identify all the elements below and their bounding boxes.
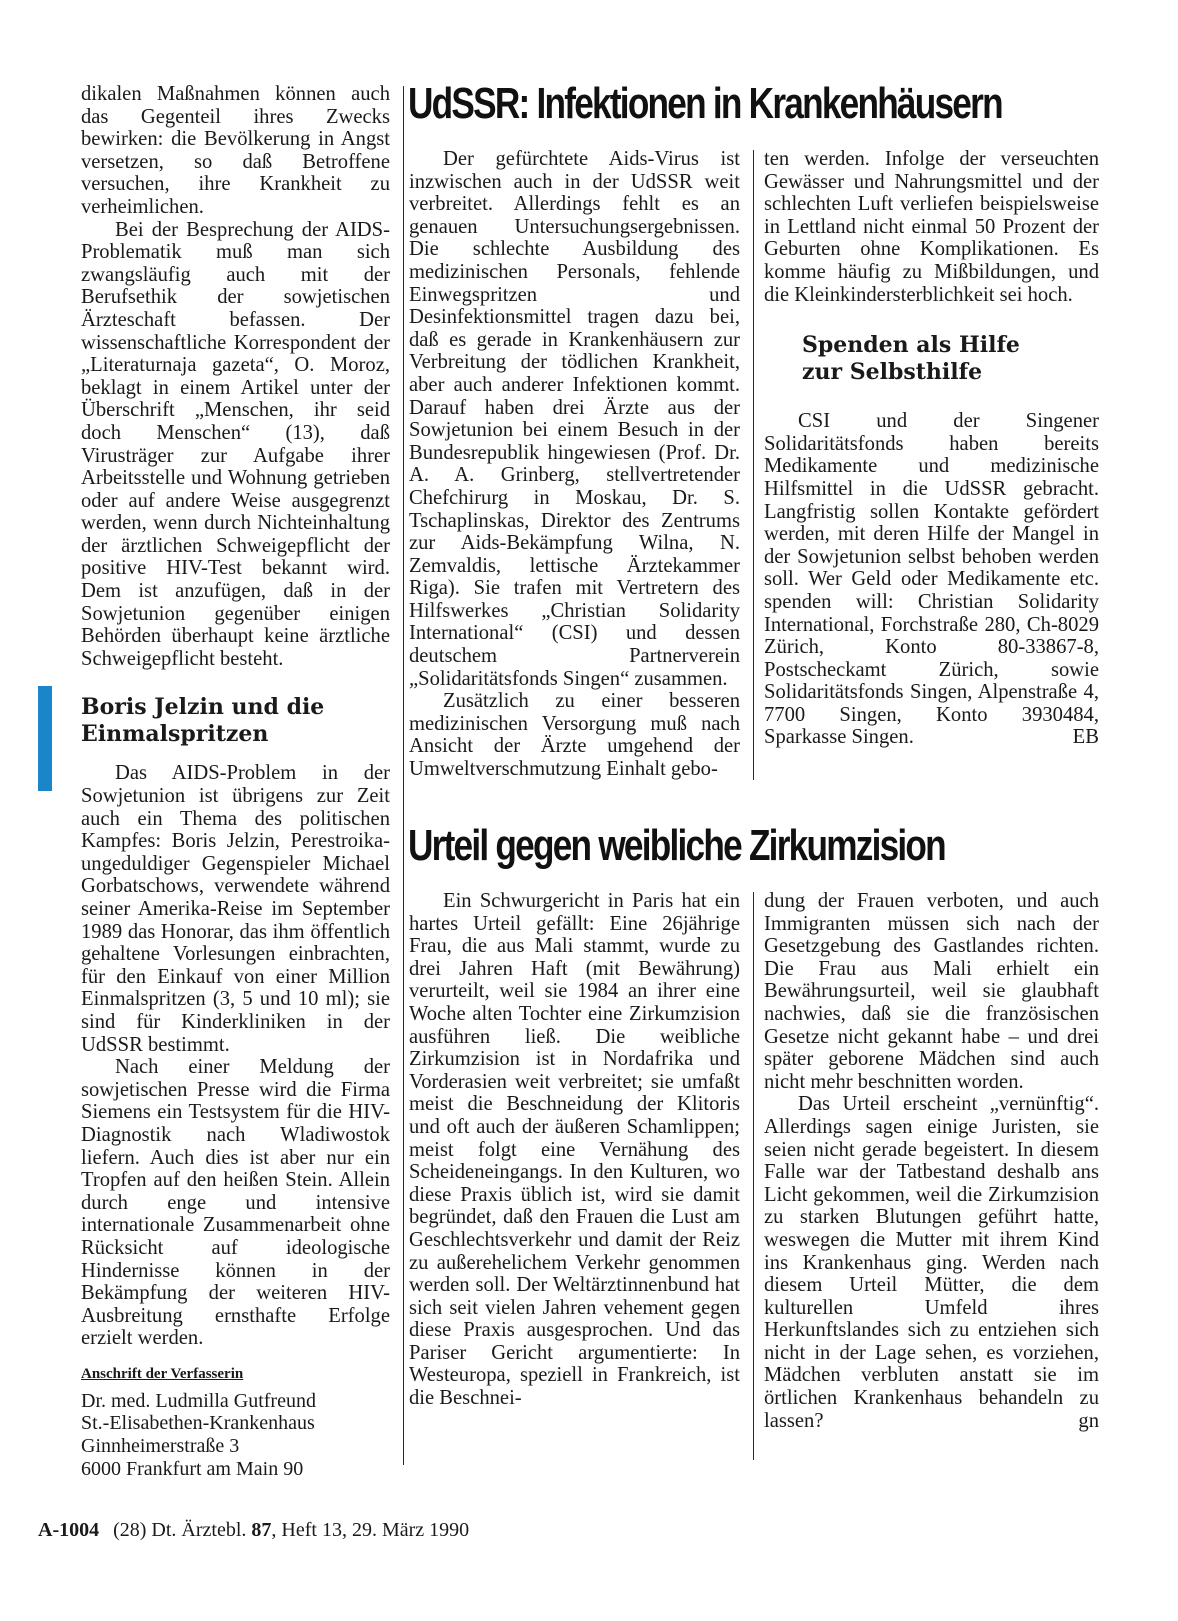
article-headline: Urteil gegen weibliche Zirkumzision [408, 821, 945, 870]
author-signature: gn [1078, 1409, 1099, 1432]
article2-column-1 [409, 890, 740, 1410]
accent-bar [38, 686, 52, 791]
left-column [81, 83, 390, 1480]
article2-column-2 [764, 890, 1099, 1432]
body-paragraph: Zusätzlich zu einer besseren medizinischen Versorgung muß nach Ansicht der Ärzte umgehend der Umweltverschmutzung Einhalt gebo- [409, 690, 740, 781]
body-paragraph: CSI und der Singener Solidaritätsfonds haben bereits Medikamente und medizinische Hilfsmittel in die UdSSR gebracht. Langfristig sollen Kontakte gefördert werden, mit deren Hilfe der Mangel in der Sowjetunion selbst behoben werden soll. Wer Geld oder Medikamente etc. spenden will: Christian Solidarity International, Forchstraße 280, Ch-8029 Zürich, Konto 80-33867-8, Postscheckamt Zürich, sowie Solidaritätsfonds Singen, Alpenstraße 4, 7700 Singen, Konto 3930484, Sparkasse Singen. [764, 410, 1099, 749]
body-paragraph: ten werden. Infolge der verseuchten Gewässer und Nahrungsmittel und der schlechten Luft verliefen beispielsweise in Lettland nicht einmal 50 Prozent der Geburten ohne Komplikationen. Es komme häufig zu Mißbildungen, und die Kleinkindersterblichkeit sei hoch. [764, 148, 1099, 306]
article-headline: UdSSR: Infektionen in Krankenhäusern [408, 79, 1002, 128]
journal-ref: (28) Dt. Ärztebl. [113, 1519, 247, 1541]
body-paragraph: Das AIDS-Problem in der Sowjetunion ist übrigens zur Zeit auch ein Thema des politischen Kampfes: Boris Jelzin, Perestroika-ungeduldiger Gegenspieler Michael Gorbatschows, verwendete während seiner Amerika-Reise im September 1989 das Honorar, das ihm öffentlich gehaltene Vorlesungen einbrachten, für den Einkauf von einer Million Einmalspritzen (3, 5 und 10 ml); sie sind für Kinderkliniken in der UdSSR bestimmt. [81, 762, 390, 1056]
column-divider [403, 86, 404, 824]
subheading: Spenden als Hilfe zur Selbsthilfe [802, 332, 1020, 386]
article1-column-2 [764, 148, 1099, 749]
body-paragraph: Bei der Besprechung der AIDS-Problematik muß man sich zwangsläufig auch mit der Berufsethik der sowjetischen Ärzteschaft befassen. Der wissenschaftliche Korrespondent der „Literaturnaja gazeta“, O. Moroz, beklagt in einem Artikel unter der Überschrift „Menschen, ihr seid doch Menschen“ (13), daß Virusträger zur Aufgabe ihrer Arbeitsstelle und Wohnung getrieben oder auf andere Weise ausgegrenzt werden, wenn durch Nichteinhaltung der ärztlichen Schweigepflicht der positive HIV-Test bekannt wird. Dem ist anzufügen, daß in der Sowjetunion gegenüber einigen Behörden überhaupt keine ärztliche Schweigepflicht besteht. [81, 218, 390, 670]
body-paragraph: dikalen Maßnahmen können auch das Gegenteil ihres Zwecks bewirken: die Bevölkerung in Angst versetzen, so daß Betroffene versuchen, ihre Krankheit zu verheimlichen. [81, 83, 390, 218]
body-paragraph: Ein Schwurgericht in Paris hat ein hartes Urteil gefällt: Eine 26jährige Frau, die aus Mali stammt, wurde zu drei Jahren Haft (mit Bewährung) verurteilt, weil sie 1984 an ihrer eine Woche alten Tochter eine Zirkumzision ausführen ließ. Die weibliche Zirkumzision ist in Nordafrika und Vorderasien weit verbreitet; sie umfaßt meist die Beschneidung der Klitoris und oft auch der äußeren Schamlippen; meist folgt eine Vernähung des Scheideneingangs. In den Kulturen, wo diese Praxis üblich ist, wird sie damit begründet, daß den Frauen die Lust am Geschlechtsverkehr und damit der Reiz zu außerehelichem Verkehr genommen werden soll. Der Weltärztinnenbund hat sich seit vielen Jahren vehement gegen diese Praxis ausgesprochen. Und das Pariser Gericht argumentierte: In Westeuropa, speziell in Frankreich, ist die Beschnei- [409, 890, 740, 1410]
column-divider [403, 822, 404, 1465]
page-footer [38, 1518, 469, 1542]
body-paragraph: dung der Frauen verboten, und auch Immigranten müssen sich nach der Gesetzgebung des Gastlandes richten. Die Frau aus Mali erhielt ein Bewährungsurteil, weil sie glaubhaft nachwies, daß sie die französischen Gesetze nicht gekannt habe – und drei später geborene Mädchen sind auch nicht mehr beschnitten worden. [764, 890, 1099, 1093]
journal-volume: 87 [251, 1519, 272, 1541]
address-line: St.-Elisabethen-Krankenhaus [81, 1412, 315, 1435]
address-line: Ginnheimerstraße 3 [81, 1435, 240, 1458]
column-divider [753, 892, 754, 1460]
address-line: Dr. med. Ludmilla Gutfreund [81, 1389, 316, 1412]
body-paragraph: Der gefürchtete Aids-Virus ist inzwischen auch in der UdSSR weit verbreitet. Allerdings fehlt es an genauen Untersuchungsergebnissen. Die schlechte Ausbildung des medizinischen Personals, fehlende Einwegspritzen und Desinfektionsmittel tragen dazu bei, daß es gerade in Krankenhäusern zur Verbreitung der tödlichen Krankheit, aber auch anderer Infektionen kommt. Darauf haben drei Ärzte aus der Sowjetunion bei einem Besuch in der Bundesrepublik hingewiesen (Prof. Dr. A. A. Grinberg, stellvertretender Chefchirurg in Moskau, Dr. S. Tschaplinskas, Direktor des Zentrums zur Aids-Bekämpfung Wilna, N. Zemvaldis, lettische Ärztekammer Riga). Sie trafen mit Vertretern des Hilfswerkes „Christian Solidarity International“ (CSI) und dessen deutschem Partnerverein „Solidaritätsfonds Singen“ zusammen. [409, 148, 740, 690]
article1-column-1 [409, 148, 740, 781]
issue-date: , Heft 13, 29. März 1990 [271, 1519, 470, 1541]
column-divider [753, 150, 754, 780]
page-code: A-1004 [38, 1519, 100, 1541]
subheading: Boris Jelzin und die Einmalspritzen [81, 694, 325, 748]
author-address [81, 1364, 390, 1480]
body-paragraph: Das Urteil erscheint „vernünftig“. Allerdings sagen einige Juristen, sie seien nicht gerade begeistert. In diesem Falle war der Tatbestand deshalb ans Licht gekommen, weil die Zirkumzision zu starken Blutungen geführt hatte, weswegen die Mutter mit ihrem Kind ins Krankenhaus ging. Werden nach diesem Urteil Mütter, die dem kulturellen Umfeld ihres Herkunftslandes sich zu entziehen sich nicht in der Lage sehen, es vorziehen, Mädchen verbluten anstatt sie im örtlichen Krankenhaus behandeln zu lassen? [764, 1093, 1099, 1432]
address-line: 6000 Frankfurt am Main 90 [81, 1457, 304, 1480]
body-paragraph: Nach einer Meldung der sowjetischen Presse wird die Firma Siemens ein Testsystem für die HIV-Diagnostik nach Wladiwostok liefern. Auch dies ist aber nur ein Tropfen auf den heißen Stein. Allein durch enge und intensive internationale Zusammenarbeit ohne Rücksicht auf ideologische Hindernisse können in der Bekämpfung der weiteren HIV-Ausbreitung ernsthafte Erfolge erzielt werden. [81, 1056, 390, 1350]
subheading-block [81, 694, 390, 748]
author-signature: EB [1072, 726, 1099, 749]
address-heading: Anschrift der Verfasserin [81, 1365, 244, 1382]
